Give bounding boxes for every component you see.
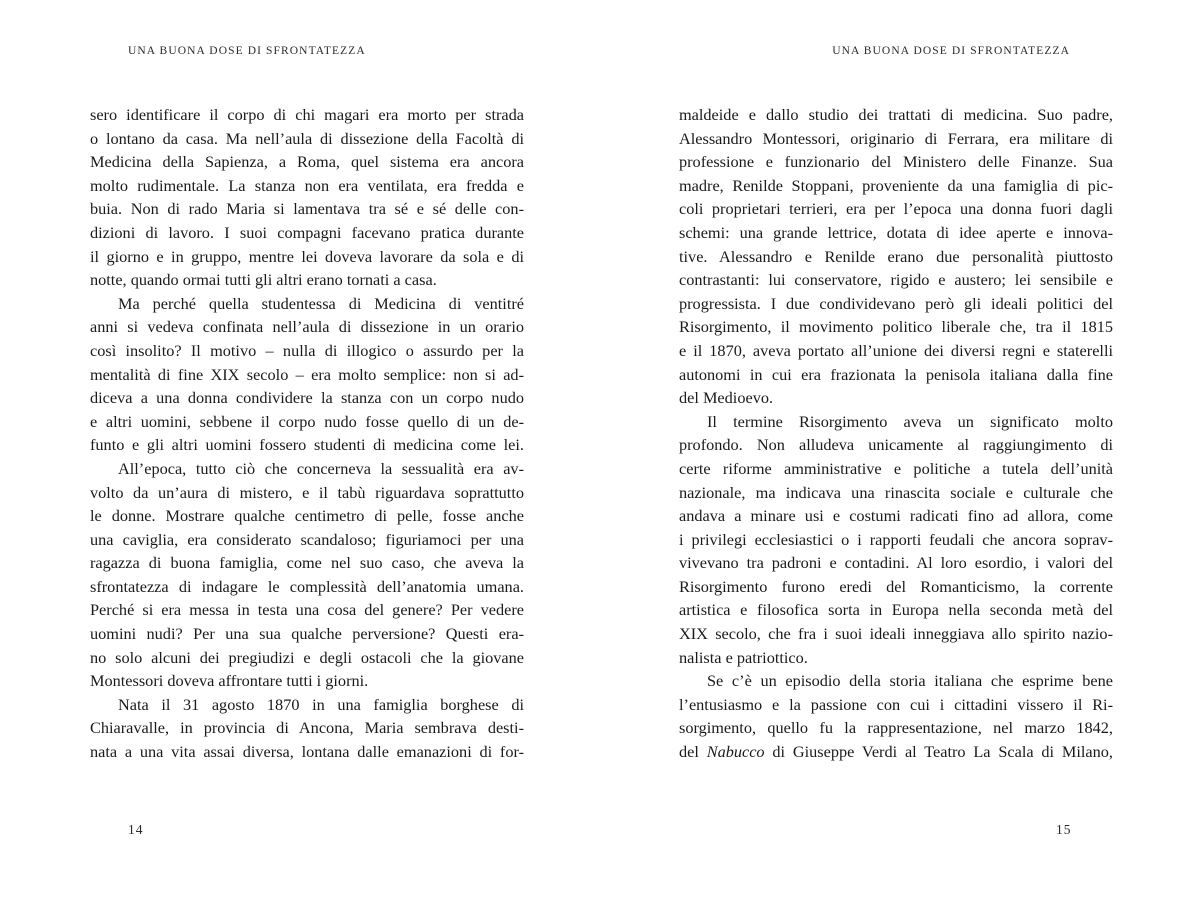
text-line: Medicina della Sapienza, a Roma, quel sistema era ancora <box>90 152 524 172</box>
running-head: UNA BUONA DOSE DI SFRONTATEZZA <box>832 45 1070 57</box>
text-line: profondo. Non alludeva unicamente al raggiungimento di <box>679 435 1113 455</box>
text-line: nazionale, ma indicava una rinascita sociale e culturale che <box>679 482 1113 502</box>
text-line: e altri uomini, sebbene il corpo nudo fosse quello di un de- <box>90 411 524 431</box>
page-number: 15 <box>1056 822 1072 837</box>
text-line: nata a una vita assai diversa, lontana dalle emanazioni di for- <box>90 742 524 762</box>
text-line: o lontano da casa. Ma nell’aula di dissezione della Facoltà di <box>90 128 524 148</box>
text-line: sorgimento, quello fu la rappresentazione, nel marzo 1842, <box>679 718 1113 738</box>
right-page <box>601 0 1202 900</box>
text-line: molto rudimentale. La stanza non era ventilata, era fredda e <box>90 175 524 195</box>
text-line: sfrontatezza di indagare le complessità dell’anatomia umana. <box>90 576 524 596</box>
text-line: certe riforme amministrative e politiche a tutela dell’unità <box>679 458 1113 478</box>
text-line: Chiaravalle, in provincia di Ancona, Maria sembrava desti- <box>90 718 524 738</box>
text-line: Perché si era messa in testa una cosa del genere? Per vedere <box>90 600 524 620</box>
text-line: anni si vedeva confinata nell’aula di dissezione in un orario <box>90 317 524 337</box>
text-line: professione e funzionario del Ministero delle Finanze. Sua <box>679 152 1113 172</box>
text-line: sero identificare il corpo di chi magari era morto per strada <box>90 105 524 124</box>
text-line: del Medioevo. <box>679 388 774 408</box>
text-line: il giorno e in gruppo, mentre lei doveva lavorare da sola e di <box>90 246 524 266</box>
text-line: funto e gli altri uomini fossero studenti di medicina come lei. <box>90 435 524 455</box>
text-line: dizioni di lavoro. I suoi compagni facevano pratica durante <box>90 222 524 242</box>
text-line: madre, Renilde Stoppani, proveniente da una famiglia di pic- <box>679 175 1113 195</box>
text-line: una caviglia, era considerato scandaloso; figuriamoci per una <box>90 529 524 549</box>
body-text <box>90 103 524 764</box>
text-line: artistica e filosofica sorta in Europa nella seconda metà del <box>679 600 1113 620</box>
text-line: così insolito? Il motivo – nulla di illogico o assurdo per la <box>90 340 524 360</box>
text-line: le donne. Mostrare qualche centimetro di pelle, fosse anche <box>90 506 524 526</box>
text-line: coli proprietari terrieri, era per l’epoca una donna fuori dagli <box>679 199 1113 219</box>
text-line: andava a minare usi e costumi radicati fino ad allora, come <box>679 506 1113 526</box>
text-line: i privilegi ecclesiastici o i rapporti feudali che ancora soprav- <box>679 529 1113 549</box>
text-line: tive. Alessandro e Renilde erano due personalità piuttosto <box>679 246 1113 266</box>
text-line: no solo alcuni dei pregiudizi e degli ostacoli che la giovane <box>90 647 524 667</box>
text-line: Montessori doveva affrontare tutti i giorni. <box>90 671 369 691</box>
text-line: Se c’è un episodio della storia italiana che esprime bene <box>707 671 1113 691</box>
text-line: Ma perché quella studentessa di Medicina di ventitré <box>118 293 524 313</box>
body-text <box>679 103 1113 764</box>
text-line: contrastanti: lui conservatore, rigido e austero; lei sensibile e <box>679 270 1113 290</box>
text-line: autonomi in cui era frazionata la penisola italiana dalla fine <box>679 364 1113 384</box>
text-line: volto da un’aura di mistero, e il tabù riguardava soprattutto <box>90 482 524 502</box>
text-line: progressista. I due condividevano però gli ideali politici del <box>679 293 1113 313</box>
text-line: mentalità di fine XIX secolo – era molto semplice: non si ad- <box>90 364 524 384</box>
text-line: l’entusiasmo e la passione con cui i cittadini vissero il Ri- <box>679 694 1113 714</box>
text-line: Nata il 31 agosto 1870 in una famiglia borghese di <box>118 694 524 714</box>
text-line: ragazza di buona famiglia, come nel suo caso, che aveva la <box>90 553 524 573</box>
page-number: 14 <box>128 822 144 837</box>
text-line: maldeide e dallo studio dei trattati di medicina. Suo padre, <box>679 105 1113 124</box>
text-line: del Nabucco di Giuseppe Verdi al Teatro La Scala di Milano, <box>679 742 1113 762</box>
text-line: uomini nudi? Per una sua qualche perversione? Questi era- <box>90 624 524 644</box>
text-line: All’epoca, tutto ciò che concerneva la sessualità era av- <box>118 458 524 478</box>
text-line: Risorgimento, il movimento politico liberale che, tra il 1815 <box>679 317 1113 337</box>
text-line: Alessandro Montessori, originario di Ferrara, era militare di <box>679 128 1113 148</box>
text-line: notte, quando ormai tutti gli altri erano tornati a casa. <box>90 270 437 290</box>
text-line: XIX secolo, che fra i suoi ideali inneggiava allo spirito nazio- <box>679 624 1113 644</box>
text-line: schemi: una grande lettrice, dotata di idee aperte e innova- <box>679 222 1113 242</box>
text-line: Il termine Risorgimento aveva un significato molto <box>707 411 1113 431</box>
text-line: nalista e patriottico. <box>679 647 808 667</box>
text-line: Risorgimento furono eredi del Romanticismo, la corrente <box>679 576 1113 596</box>
text-line: e il 1870, aveva portato all’unione dei diversi regni e staterelli <box>679 340 1113 360</box>
text-line: diceva a una donna condividere la stanza con un corpo nudo <box>90 388 524 408</box>
text-line: vivevano tra padroni e contadini. Al loro esordio, i valori del <box>679 553 1113 573</box>
text-line: buia. Non di rado Maria si lamentava tra sé e sé delle con- <box>90 199 524 219</box>
running-head: UNA BUONA DOSE DI SFRONTATEZZA <box>128 45 366 57</box>
